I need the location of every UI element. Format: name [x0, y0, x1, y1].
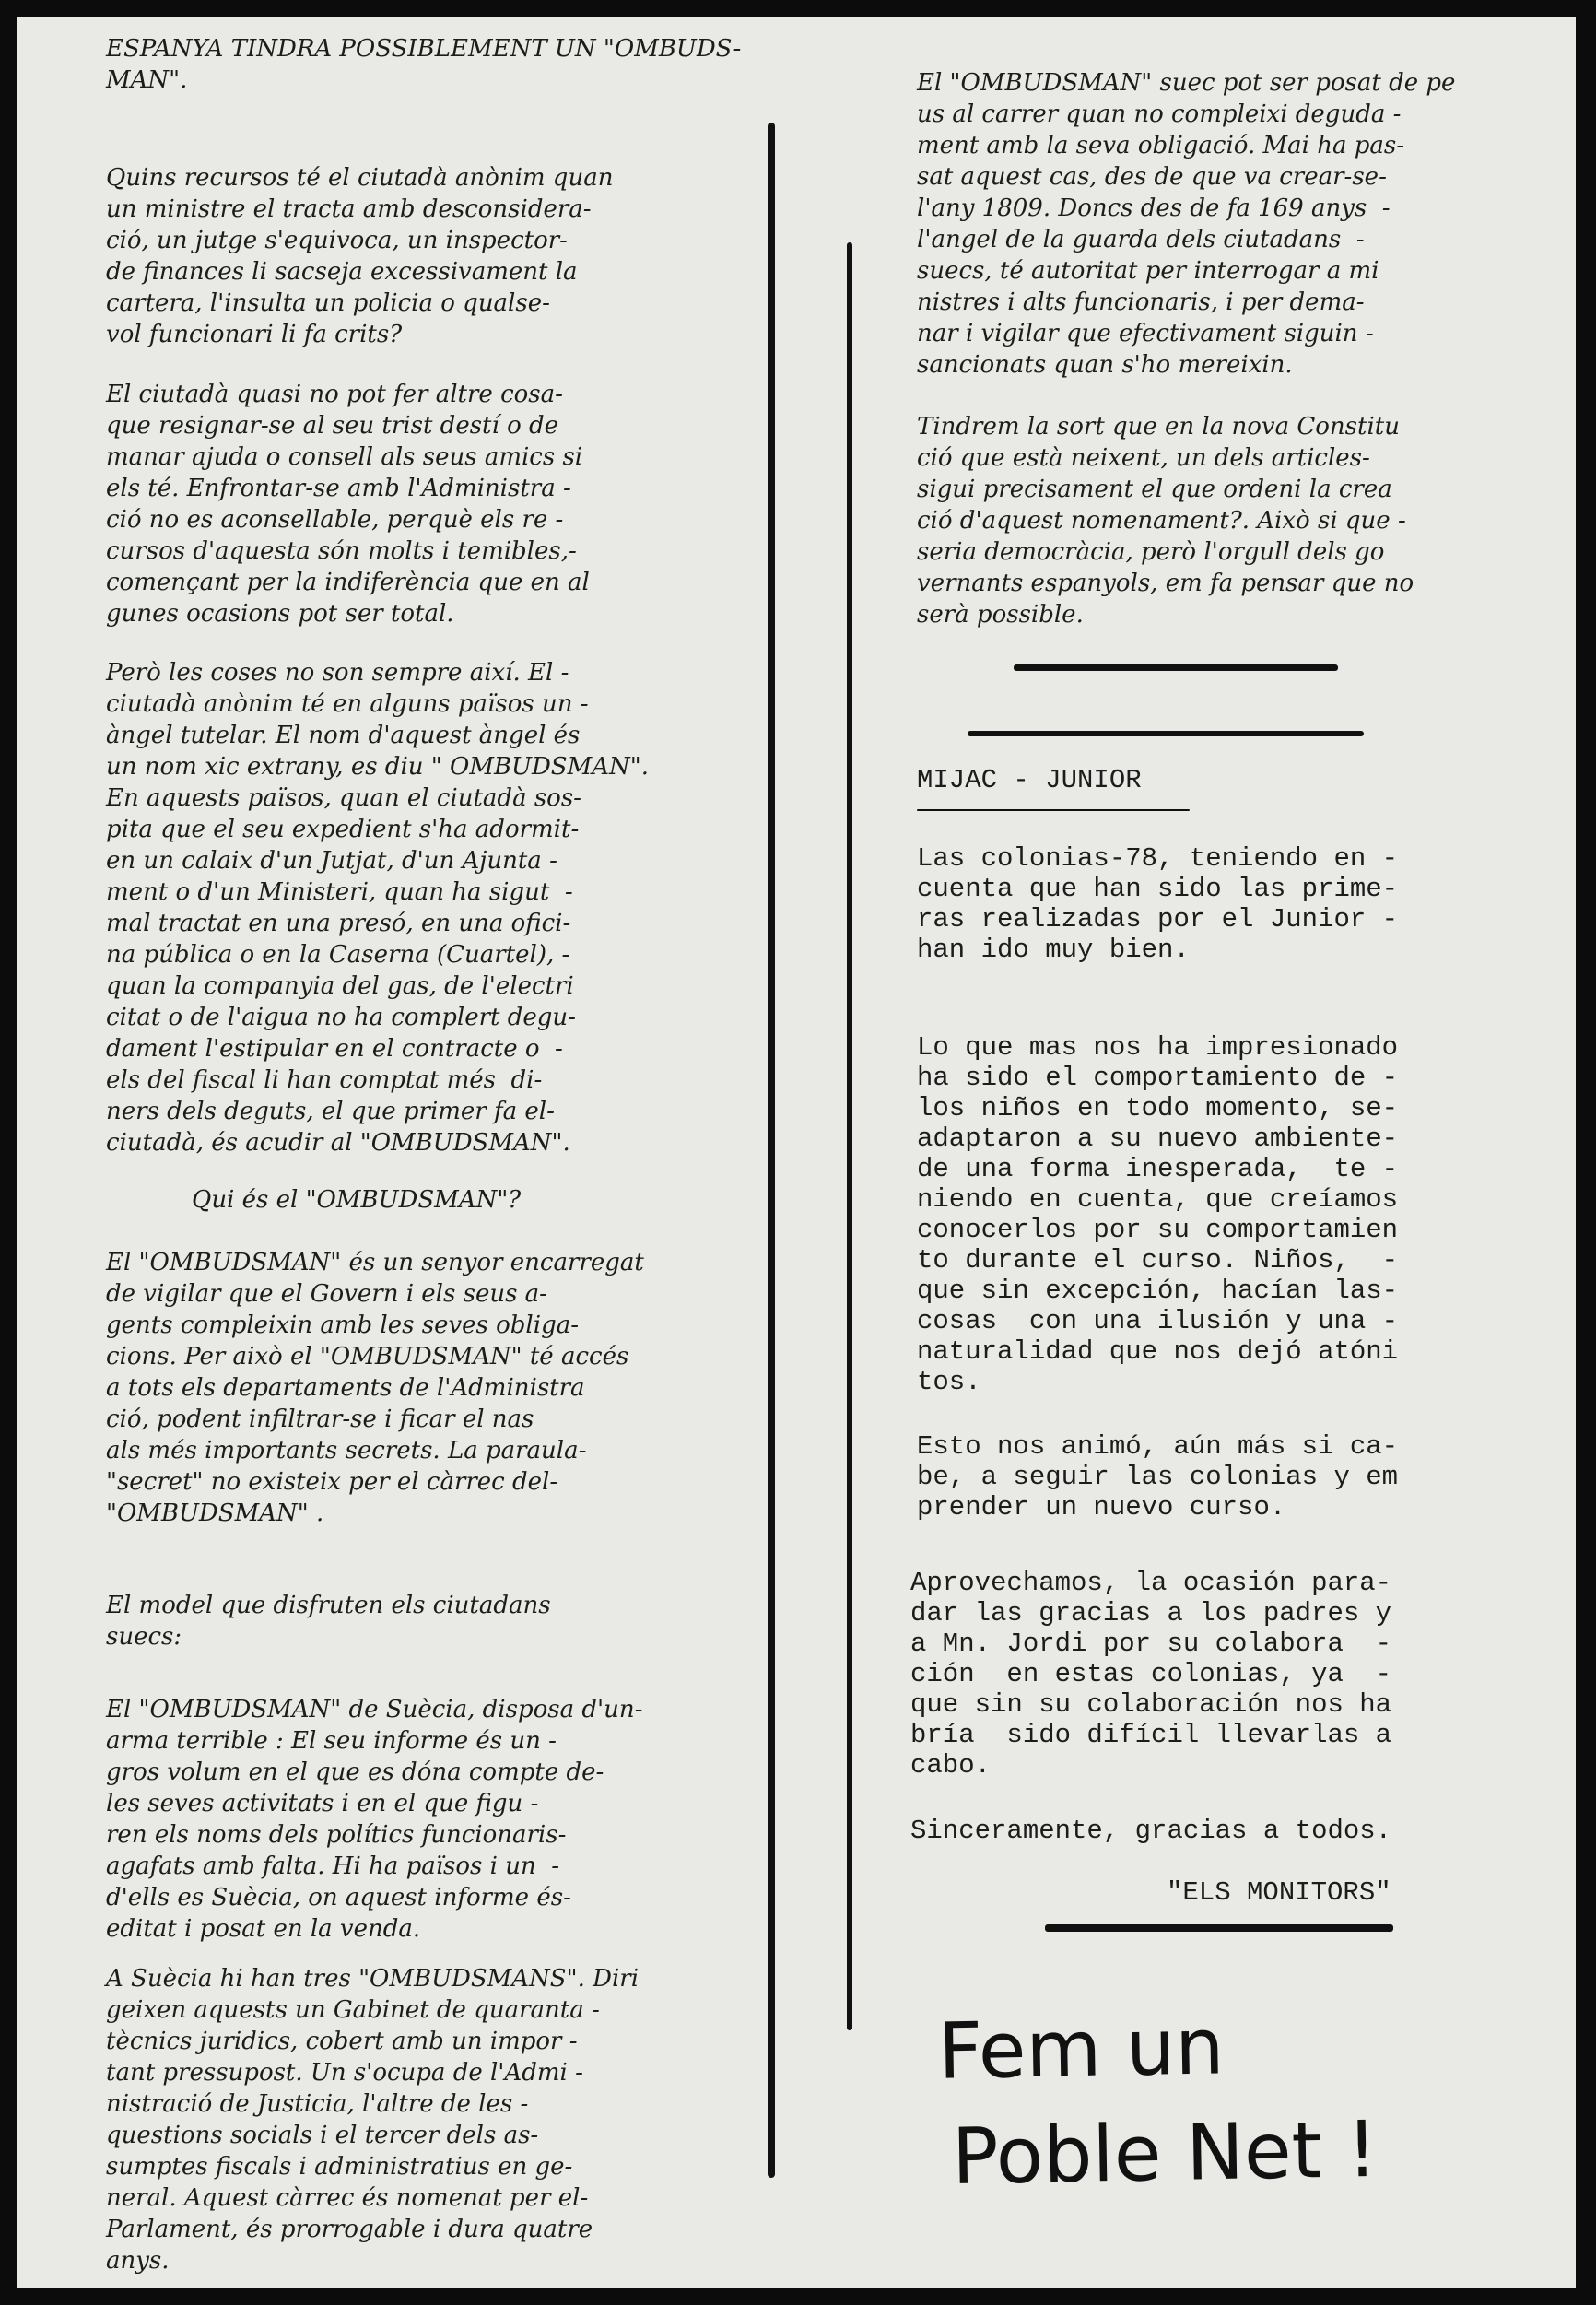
paragraph-2: El ciutadà quasi no pot fer altre cosa- que resignar-se al seu trist destí o de manar ajuda o consell als seus amics si els té. Enfrontar-se amb l'Administra - ció no es aconsellable, perquè els re - cursos d'aquesta són molts i temibles,- començant per la indiferència que en al gunes ocasions pot ser total.: [106, 381, 590, 628]
section-heading: MIJAC - JUNIOR: [917, 765, 1142, 795]
paragraph-1: Quins recursos té el ciutadà anònim quan un ministre el tracta amb desconsidera- ció, un jutge s'equivoca, un inspector- de finances li sacseja excessivament la cartera, l'insulta un policia o qualse- vol funcionari li fa crits?: [106, 164, 614, 348]
article-title: ESPANYA TINDRA POSSIBLEMENT UN "OMBUDS- MAN".: [106, 35, 742, 94]
right-paragraph-4: Lo que mas nos ha impresionado ha sido el comportamiento de - los niños en todo momento, se- adaptaron a su nuevo ambiente- de una forma inesperada, te - niendo en cuenta, que creíamos conocerlos por su comportamien to durante el curso. Niños, - que sin excepción, hacían las- cosas con una ilusión y una - naturalidad que nos dejó atóni tos.: [917, 1032, 1399, 1397]
heading-underline: [917, 809, 1190, 811]
right-paragraph-7: Sinceramente, gracias a todos.: [910, 1816, 1392, 1846]
right-paragraph-5: Esto nos animó, aún más si ca- be, a seguir las colonias y em prender un nuevo curso.: [917, 1431, 1399, 1523]
paragraph-3: Però les coses no son sempre així. El - ciutadà anònim té en alguns països un - àngel tutelar. El nom d'aquest àngel és un nom xic extrany, es diu " OMBUDSMAN". En aquests països, quan el ciutadà sos- pita que el seu expedient s'ha adormit- en un calaix d'un Jutjat, d'un Ajunta - ment o d'un Ministeri, quan ha sigut - mal tractat en una presó, en una ofici- na pública o en la Caserna (Cuartel), - quan la companyia del gas, de l'electri citat o de l'aigua no ha complert degu- dament l'estipular en el contracte o - els del fiscal li han comptat més di- ners dels deguts, el que primer fa el- ciutadà, és acudir al "OMBUDSMAN".: [106, 659, 649, 1157]
separator-line-1: [1014, 664, 1338, 671]
handwritten-line-2: Poble Net !: [951, 2103, 1379, 2203]
closing-line: [1045, 1924, 1393, 1932]
handwritten-line-1: Fem un: [937, 2001, 1226, 2097]
paragraph-6: El "OMBUDSMAN" de Suècia, disposa d'un- arma terrible : El seu informe és un - gros volum en el que es dóna compte de- les seves activitats i en el que figu - ren els noms dels polítics funcionaris- agafats amb falta. Hi ha països i un - d'ells es Suècia, on aquest informe és- editat i posat en la venda.: [106, 1696, 643, 1943]
right-paragraph-2: Tindrem la sort que en la nova Constitu ció que està neixent, un dels articles- sigui precisament el que ordeni la crea ció d'aquest nomenament?. Això si que - seria democràcia, però l'orgull dels go vernants espanyols, em fa pensar que no serà possible.: [917, 413, 1414, 629]
paragraph-5: El model que disfruten els ciutadans suecs:: [106, 1592, 551, 1651]
signature: "ELS MONITORS": [1167, 1877, 1391, 1908]
paragraph-7: A Suècia hi han tres "OMBUDSMANS". Diri geixen aquests un Gabinet de quaranta - tècnics juridics, cobert amb un impor - tant pressupost. Un s'ocupa de l'Admi - nistració de Justicia, l'altre de les - questions socials i el tercer dels as- sumptes fiscals i administratius en ge- neral. Aquest càrrec és nomenat per el- Parlament, és prorrogable i dura quatre anys.: [106, 1965, 640, 2275]
column-divider-short: [847, 242, 852, 2030]
paragraph-4: El "OMBUDSMAN" és un senyor encarregat de vigilar que el Govern i els seus a- gents compleixin amb les seves obliga- cions. Per això el "OMBUDSMAN" té accés a tots els departaments de l'Administra ció, podent infiltrar-se i ficar el nas als més importants secrets. La paraula- "secret" no existeix per el càrrec del- "OMBUDSMAN" .: [106, 1249, 644, 1527]
right-paragraph-3: Las colonias-78, teniendo en - cuenta que han sido las prime- ras realizadas por el Junior - han ido muy bien.: [917, 843, 1399, 965]
right-paragraph-6: Aprovechamos, la ocasión para- dar las gracias a los padres y a Mn. Jordi por su colabora - ción en estas colonias, ya - que sin su colaboración nos ha bría sido difícil llevarlas a cabo.: [910, 1568, 1392, 1781]
document-page: [17, 17, 1576, 2288]
right-paragraph-1: El "OMBUDSMAN" suec pot ser posat de pe us al carrer quan no compleixi deguda - ment amb la seva obligació. Mai ha pas- sat aquest cas, des de que va crear-se- l'any 1809. Doncs des de fa 169 anys - l'angel de la guarda dels ciutadans - suecs, té autoritat per interrogar a mi nistres i alts funcionaris, i per dema- nar i vigilar que efectivament siguin - sancionats quan s'ho mereixin.: [917, 69, 1456, 379]
column-divider-long: [768, 123, 775, 2178]
subheading: Qui és el "OMBUDSMAN"?: [192, 1186, 522, 1214]
separator-line-2: [968, 731, 1364, 736]
